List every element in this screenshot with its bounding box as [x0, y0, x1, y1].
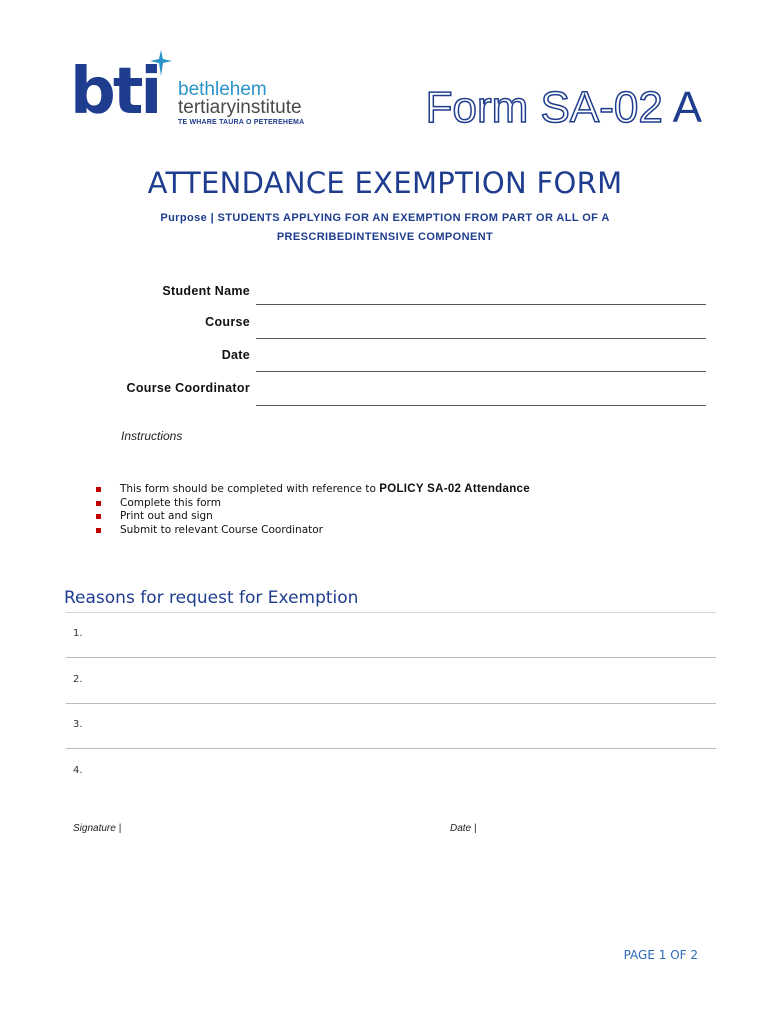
instructions-list	[96, 483, 530, 537]
page-number: PAGE 1 OF 2	[623, 948, 698, 962]
course-coordinator-label: Course Coordinator	[126, 381, 250, 395]
purpose-line-1: Purpose | STUDENTS APPLYING FOR AN EXEMPTION FROM PART OR ALL OF A	[160, 212, 610, 224]
course-label: Course	[205, 315, 250, 329]
logo-mark: bti	[70, 55, 160, 129]
reason-number-3: 3.	[73, 719, 83, 730]
date-field[interactable]	[256, 371, 706, 372]
list-item	[96, 524, 530, 538]
reason-field-2[interactable]	[66, 703, 716, 704]
date-label: Date	[221, 348, 250, 362]
logo-line-bethlehem: bethlehem	[178, 79, 267, 100]
instruction-text: Complete this form	[120, 496, 221, 509]
instruction-text: This form should be completed with reference to	[120, 483, 376, 495]
page-title: ATTENDANCE EXEMPTION FORM	[147, 166, 623, 200]
list-item	[96, 510, 530, 524]
form-code-outline: Form SA-02	[425, 83, 663, 132]
bullet-icon	[96, 514, 101, 519]
form-code-letter: A	[672, 83, 702, 132]
purpose-line-2: PRESCRIBEDINTENSIVE COMPONENT	[276, 231, 494, 243]
reason-number-4: 4.	[73, 765, 83, 776]
bullet-icon	[96, 501, 101, 506]
signature-date-label: Date |	[450, 823, 477, 834]
purpose-statement	[80, 209, 690, 247]
instruction-text: Submit to relevant Course Coordinator	[120, 523, 323, 536]
logo-line-tertiary-institute: tertiaryinstitute	[178, 97, 302, 118]
signature-label: Signature |	[73, 823, 122, 834]
list-item	[96, 483, 530, 497]
instruction-text: Print out and sign	[120, 510, 213, 522]
bti-logo	[70, 50, 320, 130]
reason-number-1: 1.	[73, 628, 83, 639]
bullet-icon	[96, 487, 101, 492]
reason-number-2: 2.	[73, 674, 83, 685]
reason-field-3[interactable]	[66, 748, 716, 749]
reasons-heading: Reasons for request for Exemption	[64, 588, 359, 608]
course-coordinator-field[interactable]	[256, 405, 706, 406]
course-field[interactable]	[256, 338, 706, 339]
instructions-heading: Instructions	[121, 429, 183, 443]
star-icon	[150, 50, 172, 76]
reason-field-1[interactable]	[66, 657, 716, 658]
divider	[66, 612, 716, 613]
student-name-field[interactable]	[256, 304, 706, 305]
logo-line-maori: TE WHARE TAURA O PETEREHEMA	[178, 119, 305, 126]
bullet-icon	[96, 528, 101, 533]
policy-reference: POLICY SA-02 Attendance	[379, 483, 530, 495]
list-item	[96, 497, 530, 511]
form-code	[426, 84, 702, 132]
student-name-label: Student Name	[162, 284, 250, 298]
